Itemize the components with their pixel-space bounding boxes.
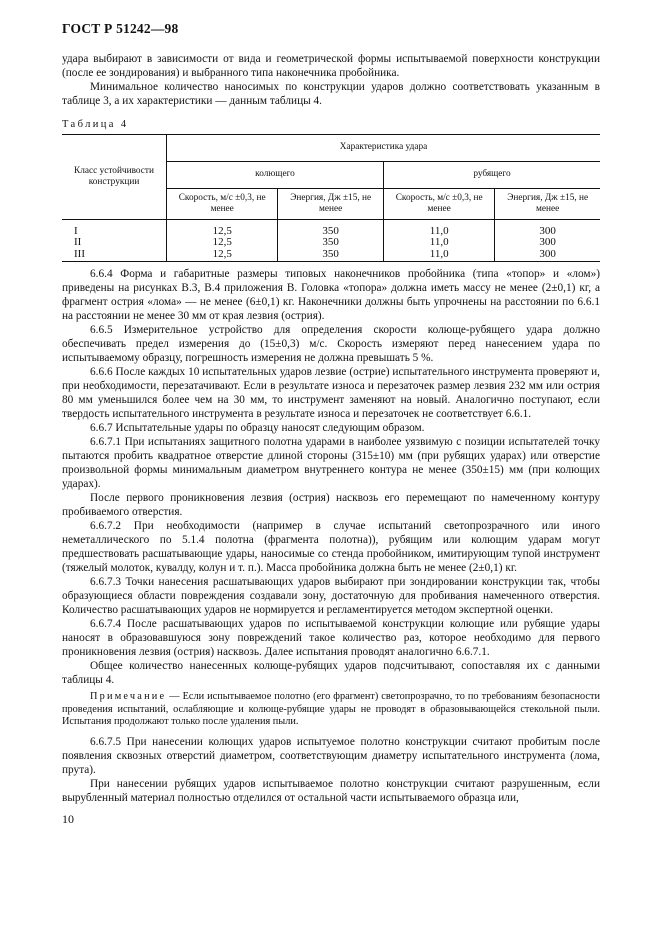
cell: 350 [278,220,384,238]
chopping-header: рубящего [383,162,600,189]
cell: 12,5 [167,237,278,248]
paragraph: При нанесении рубящих ударов испытываемое полотно конструкции считают разрушенным, если вырубленный материал полностью отделился от остальной части испытываемого образца или, [62,778,600,805]
cell: 12,5 [167,249,278,262]
note-text: — Если испытываемое полотно (его фрагмент) светопрозрачно, то по требованиям безопасности проведения испытаний, ослабляющие и колюще-рубящие удары не проводят в образовывающейся стекольной пыли. Испытания продолжают только после удаления пыли. [62,690,600,728]
section-6-6-7-3: 6.6.7.3 Точки нанесения расшатывающих ударов выбирают при зондировании конструкции так, чтобы образующиеся области повреждения создавали зону, достаточную для пробивания намеченного отверстия. Количество расшатывающих ударов не нормируется и регламентируется методом экспертной оценки. [62,575,600,616]
impact-table [62,134,600,262]
piercing-header: колющего [167,162,384,189]
page-number: 10 [62,812,74,826]
energy-header: Энергия, Дж ±15, не менее [495,189,600,220]
table-row [62,237,600,248]
char-header: Характеристика удара [167,135,601,162]
cell: 11,0 [383,249,494,262]
speed-header: Скорость, м/с ±0,3, не менее [383,189,494,220]
section-6-6-6: 6.6.6 После каждых 10 испытательных ударов лезвие (острие) испытательного инструмента проверяют и, при необходимости, перезатачивают. Если в результате износа и перезаточек размер лезвия 232 мм или острия 80 мм уменьшился более чем на 30 мм, то инструмент заменяют на новый. Аналогично поступают, если твердость испытательного инструмента в результате износа и перезаточек не соответствует 6.6.1. [62,365,600,420]
speed-header: Скорость, м/с ±0,3, не менее [167,189,278,220]
class-header: Класс устойчивости конструкции [62,135,167,220]
class-cell: II [74,236,82,249]
cell: 300 [495,220,600,238]
cell: 350 [278,237,384,248]
class-cell: I [74,225,78,237]
section-6-6-5: 6.6.5 Измерительное устройство для определения скорости колюще-рубящего удара должно обеспечивать предел измерения до (15±0,3) м/с. Скорость измеряют перед нанесением удара по испытываемому образцу, погрешность измерения не должна превышать 5 %. [62,323,600,364]
note [62,691,600,729]
section-6-6-7-5: 6.6.7.5 При нанесении колющих ударов испытуемое полотно конструкции считают пробитым после появления сквозных отверстий диаметром, соответствующим диаметру испытательного инструмента (лома, прута). [62,736,600,777]
page-content [62,52,600,805]
paragraph: Общее количество нанесенных колюще-рубящих ударов подсчитывают, сопоставляя их с данными таблицы 4. [62,659,600,686]
cell: 350 [278,249,384,262]
paragraph: Минимальное количество наносимых по конструкции ударов должно соответствовать указанным в таблице 3, а их характеристики — данным таблицы 4. [62,81,600,107]
class-cell: III [62,249,167,262]
cell: 300 [495,237,600,248]
cell: 11,0 [383,237,494,248]
table-row [62,249,600,262]
paragraph: удара выбирают в зависимости от вида и геометрической формы испытываемой поверхности конструкции (после ее зондирования) и выбранного типа наконечника пробойника. [62,53,600,79]
energy-header: Энергия, Дж ±15, не менее [278,189,384,220]
cell: 300 [495,249,600,262]
paragraph: После первого проникновения лезвия (острия) насквозь его перемещают по намеченному контуру пробиваемого отверстия. [62,491,600,518]
document-header: ГОСТ Р 51242—98 [62,21,179,36]
section-6-6-4: 6.6.4 Форма и габаритные размеры типовых наконечников пробойника (типа «топор» и «лом») приведены на рисунках В.3, В.4 приложения В. Головка «топора» должна иметь массу не менее (2±0,1) кг, а фрагмент острия «лома» — не менее (6±0,1) кг. Наконечники должны быть упрочнены на расстоянии по 6.6.1 на расстоянии не менее 30 мм от края лезвия (острия). [62,267,600,322]
section-6-6-7-2: 6.6.7.2 При необходимости (например в случае испытаний светопрозрачного или иного неметаллического по 5.1.4 полотна (фрагмента полотна)), рубящим или колющим ударам могут предшествовать расшатывающие удары, наносимые со стенда пробойником, имитирующим тупой инструмент (тяжелый молоток, кувалду, колун и т. п.). Масса пробойника должна быть не менее (2±0,1) кг. [62,519,600,574]
section-6-6-7: 6.6.7 Испытательные удары по образцу наносят следующим образом. [90,421,425,434]
cell: 11,0 [383,220,494,238]
section-6-6-7-1: 6.6.7.1 При испытаниях защитного полотна ударами в наиболее уязвимую с позиции испытателей точку пытаются пробить квадратное отверстие длиной стороны (315±10) мм (при рубящих ударах) или отверстие произвольной формы минимальным диаметром внутреннего контура не менее (350±15) мм (при колющих ударах). [62,435,600,490]
cell: 12,5 [167,220,278,238]
table-row [62,220,600,238]
note-label: Примечание [90,690,167,702]
section-6-6-7-4: 6.6.7.4 После расшатывающих ударов по испытываемой конструкции колющие или рубящие удары наносят в образовавшуюся зону повреждений такое количество раз, которое необходимо для первого проникновения лезвия (острия) насквозь. Далее испытания проводят аналогично 6.6.7.1. [62,617,600,658]
table-caption: Таблица 4 [62,119,129,130]
